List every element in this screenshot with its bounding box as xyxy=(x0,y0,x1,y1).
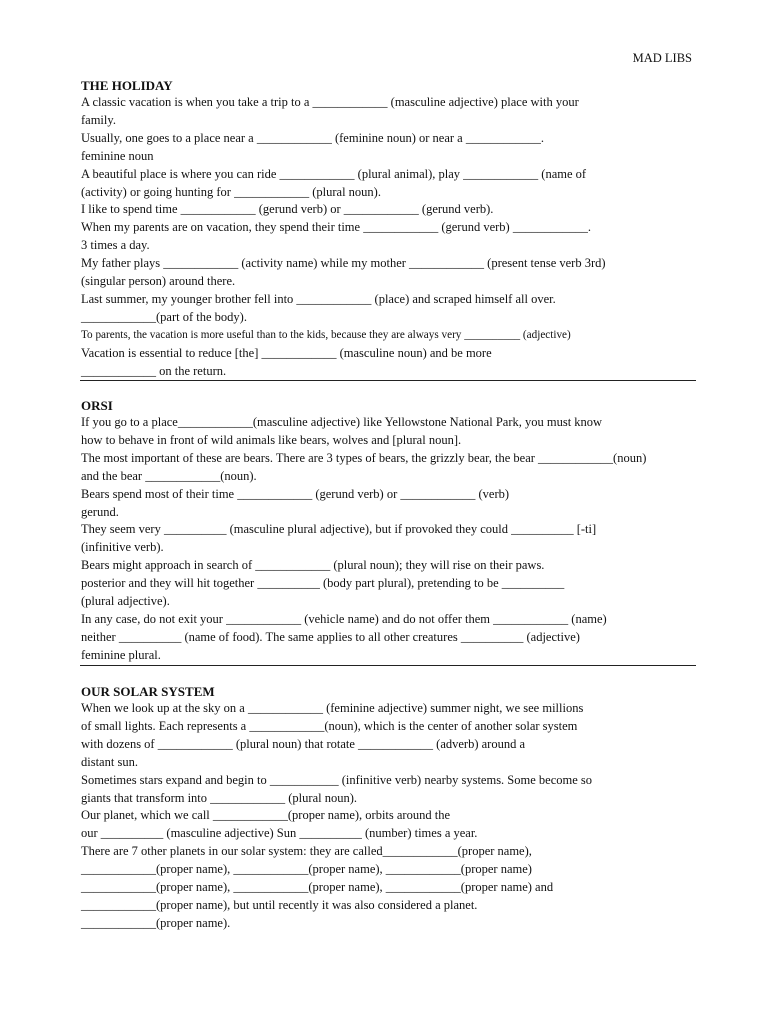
text-line: ____________(proper name). xyxy=(81,915,231,930)
section-orsi xyxy=(81,397,697,665)
text-line: Bears might approach in search of ____________ (plural noun); they will rise on their paws. xyxy=(81,558,545,573)
text-line: feminine plural. xyxy=(81,647,161,662)
text-line: Last summer, my younger brother fell into ____________ (place) and scraped himself all over. xyxy=(81,291,556,306)
text-line: Bears spend most of their time ____________ (gerund verb) or ____________ (verb) xyxy=(81,486,510,501)
text-line: Vacation is essential to reduce [the] ____________ (masculine noun) and be more xyxy=(81,345,492,360)
text-line: Our planet, which we call ____________(proper name), orbits around the xyxy=(81,808,450,823)
section-the-holiday xyxy=(81,77,697,381)
text-line: In any case, do not exit your ____________ (vehicle name) and do not offer them ____________ (name) xyxy=(81,611,607,626)
text-line: of small lights. Each represents a ____________(noun), which is the center of another solar system xyxy=(81,718,578,733)
text-line: When we look up at the sky on a ____________ (feminine adjective) summer night, we see millions xyxy=(81,701,584,715)
section-divider xyxy=(80,380,696,381)
text-line: with dozens of ____________ (plural noun) that rotate ____________ (adverb) around a xyxy=(81,736,525,751)
text-line: If you go to a place____________(masculine adjective) like Yellowstone National Park, you must know xyxy=(81,415,603,429)
text-line: posterior and they will hit together __________ (body part plural), pretending to be __________ xyxy=(81,576,565,591)
text-line: (infinitive verb). xyxy=(81,540,164,555)
text-line: Usually, one goes to a place near a ____________ (feminine noun) or near a ____________. xyxy=(81,130,544,145)
text-line: There are 7 other planets in our solar system: they are called____________(proper name), xyxy=(81,844,532,859)
text-line: The most important of these are bears. There are 3 types of bears, the grizzly bear, the bear ____________(noun) xyxy=(81,450,647,465)
text-line: ____________ on the return. xyxy=(81,363,227,378)
text-line: (plural adjective). xyxy=(81,594,170,609)
text-line: neither __________ (name of food). The same applies to all other creatures __________ (adjective) xyxy=(81,629,580,644)
text-line: family. xyxy=(81,112,116,127)
text-line: ____________(proper name), ____________(proper name), ____________(proper name) xyxy=(81,862,532,877)
text-line: how to behave in front of wild animals like bears, wolves and [plural noun]. xyxy=(81,432,462,447)
text-line: When my parents are on vacation, they spend their time ____________ (gerund verb) ____________. xyxy=(81,220,591,235)
section-divider xyxy=(80,665,696,666)
section-title: THE HOLIDAY xyxy=(81,78,173,93)
text-line: To parents, the vacation is more useful than to the kids, because they are always very __________ (adjective) xyxy=(81,328,571,341)
text-line: distant sun. xyxy=(81,754,138,769)
text-line: our __________ (masculine adjective) Sun __________ (number) times a year. xyxy=(81,826,478,841)
text-line: ____________(proper name), ____________(proper name), ____________(proper name) and xyxy=(81,880,554,895)
text-line: giants that transform into ____________ (plural noun). xyxy=(81,790,358,805)
text-line: 3 times a day. xyxy=(81,238,150,253)
section-title: OUR SOLAR SYSTEM xyxy=(81,684,215,699)
text-line: feminine noun xyxy=(81,148,154,163)
text-line: ____________(proper name), but until recently it was also considered a planet. xyxy=(81,897,478,912)
text-line: A beautiful place is where you can ride ____________ (plural animal), play ____________ (name of xyxy=(81,166,587,181)
text-line: They seem very __________ (masculine plural adjective), but if provoked they could __________ [-ti] xyxy=(81,522,597,537)
text-line: My father plays ____________ (activity name) while my mother ____________ (present tense verb 3rd) xyxy=(81,256,606,271)
text-line: and the bear ____________(noun). xyxy=(81,468,257,483)
text-line: gerund. xyxy=(81,504,119,519)
text-line: I like to spend time ____________ (gerund verb) or ____________ (gerund verb). xyxy=(81,202,494,217)
section-title: ORSI xyxy=(81,398,113,413)
text-line: (singular person) around there. xyxy=(81,274,236,289)
text-line: Sometimes stars expand and begin to ___________ (infinitive verb) nearby systems. Some become so xyxy=(81,772,593,787)
header-label: MAD LIBS xyxy=(632,51,692,65)
text-line: (activity) or going hunting for ____________ (plural noun). xyxy=(81,184,381,199)
section-our-solar-system xyxy=(81,683,697,933)
text-line: A classic vacation is when you take a trip to a ____________ (masculine adjective) place with your xyxy=(81,95,579,109)
text-line: ____________(part of the body). xyxy=(81,309,247,324)
